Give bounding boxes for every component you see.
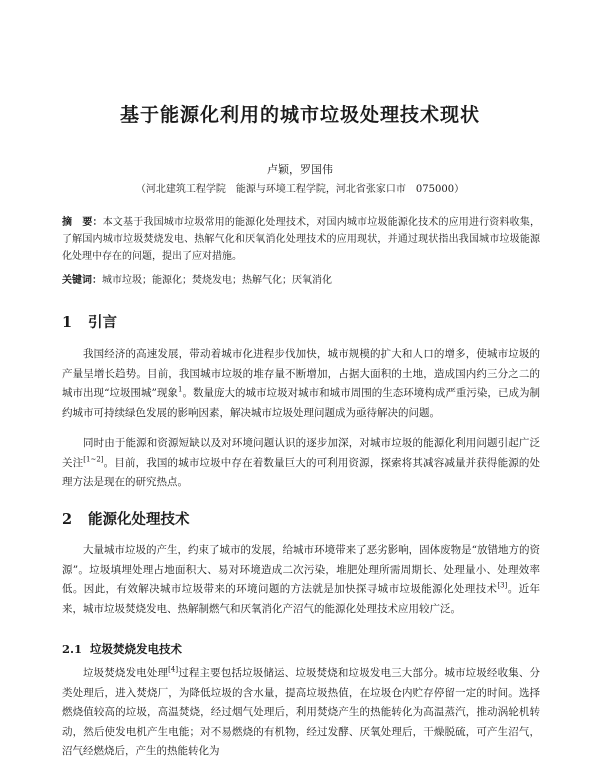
paragraph-text: 同时由于能源和资源短缺以及对环境问题认识的逐步加深，对城市垃圾的能源化利用问题引起广泛关注: [62, 437, 540, 469]
citation: [1~2]: [83, 455, 104, 463]
subsection-number: 2.1: [62, 642, 83, 656]
section-title: 引言: [88, 315, 117, 331]
paragraph-text: 我国经济的高速发展，带动着城市化进程步伐加快，城市规模的扩大和人口的增多，使城市垃圾的产量呈增长趋势。目前，我国城市垃圾的堆存量不断增加，占据大面积的土地，造成国内约三分之二的城市出现“垃圾围城”现象: [62, 348, 540, 399]
subsection2-1-paragraph-1: [62, 664, 540, 762]
paragraph-text: 。数量庞大的城市垃圾对城市和城市周围的生态环境构成严重污染，已成为制约城市可持续绿色发展的影响因素，解决城市垃圾处理问题成为亟待解决的问题。: [62, 387, 540, 419]
abstract-text: 本文基于我国城市垃圾常用的能源化处理技术，对国内城市垃圾能源化技术的应用进行资料收集，了解国内城市垃圾焚烧发电、热解气化和厌氧消化处理技术的应用现状，并通过现状指出我国城市垃圾能源化处理中存在的问题，提出了应对措施。: [62, 217, 541, 262]
keywords-label: 关键词：: [62, 275, 102, 286]
section-heading-2: [62, 508, 190, 529]
citation: [4]: [168, 665, 179, 674]
citation: [3]: [497, 581, 508, 590]
authors: 卢颖，罗国伟: [267, 163, 333, 176]
paragraph-text: 。近年来，城市垃圾焚烧发电、热解制燃气和厌氧消化产沼气的能源化处理技术应用较广泛。: [62, 583, 541, 615]
section-title: 能源化处理技术: [88, 512, 190, 528]
section-heading-1: [62, 311, 117, 332]
paragraph-text: 垃圾焚烧发电处理: [83, 667, 169, 679]
citation: 1: [177, 385, 183, 394]
keywords: [62, 272, 540, 289]
paragraph-text: 过程主要包括垃圾储运、垃圾焚烧和垃圾发电三大部分。城市垃圾经收集、分类处理后，进入焚烧厂，为降低垃圾的含水量，提高垃圾热值，在垃圾仓内贮存停留一定的时间。选择燃烧值较高的垃圾，高温焚烧，经过烟气处理后，利用焚烧产生的热能转化为高温蒸汽，推动涡轮机转动，然后使发电机产生电能；对不易燃烧的有机物，经过发酵、厌氧处理后，干燥脱硫，可产生沼气，沼气经燃烧后，产生的热能转化为: [62, 667, 541, 757]
section-number: 1: [62, 314, 73, 331]
affiliation: （河北建筑工程学院 能源与环境工程学院，河北省张家口市 075000）: [135, 184, 465, 195]
section2-paragraph-1: [62, 541, 540, 619]
abstract-label: 摘 要：: [62, 217, 103, 228]
intro-paragraph-1: [62, 345, 540, 423]
paper-title: 基于能源化利用的城市垃圾处理技术现状: [119, 104, 480, 126]
section-number: 2: [62, 511, 73, 528]
subsection-title: 垃圾焚烧发电技术: [90, 642, 182, 656]
intro-paragraph-2: [62, 434, 540, 493]
paragraph-text: 。目前，我国的城市垃圾中存在着数量巨大的可利用资源，探索将其减容减量并获得能源的处理方法是现在的研究热点。: [62, 456, 541, 488]
keywords-text: 城市垃圾；能源化；焚烧发电；热解气化；厌氧消化: [102, 275, 332, 286]
subsection-heading-2-1: [62, 641, 182, 657]
paragraph-text: 大量城市垃圾的产生，约束了城市的发展，给城市环境带来了恶劣影响，固体废物是“放错地方的资源”。垃圾填埋处理占地面积大、易对环境造成二次污染，堆肥处理所需周期长、处理量小、处理效率低。因此，有效解决城市垃圾带来的环境问题的方法就是加快探寻城市垃圾能源化处理技术: [62, 544, 540, 595]
abstract: [62, 214, 540, 265]
